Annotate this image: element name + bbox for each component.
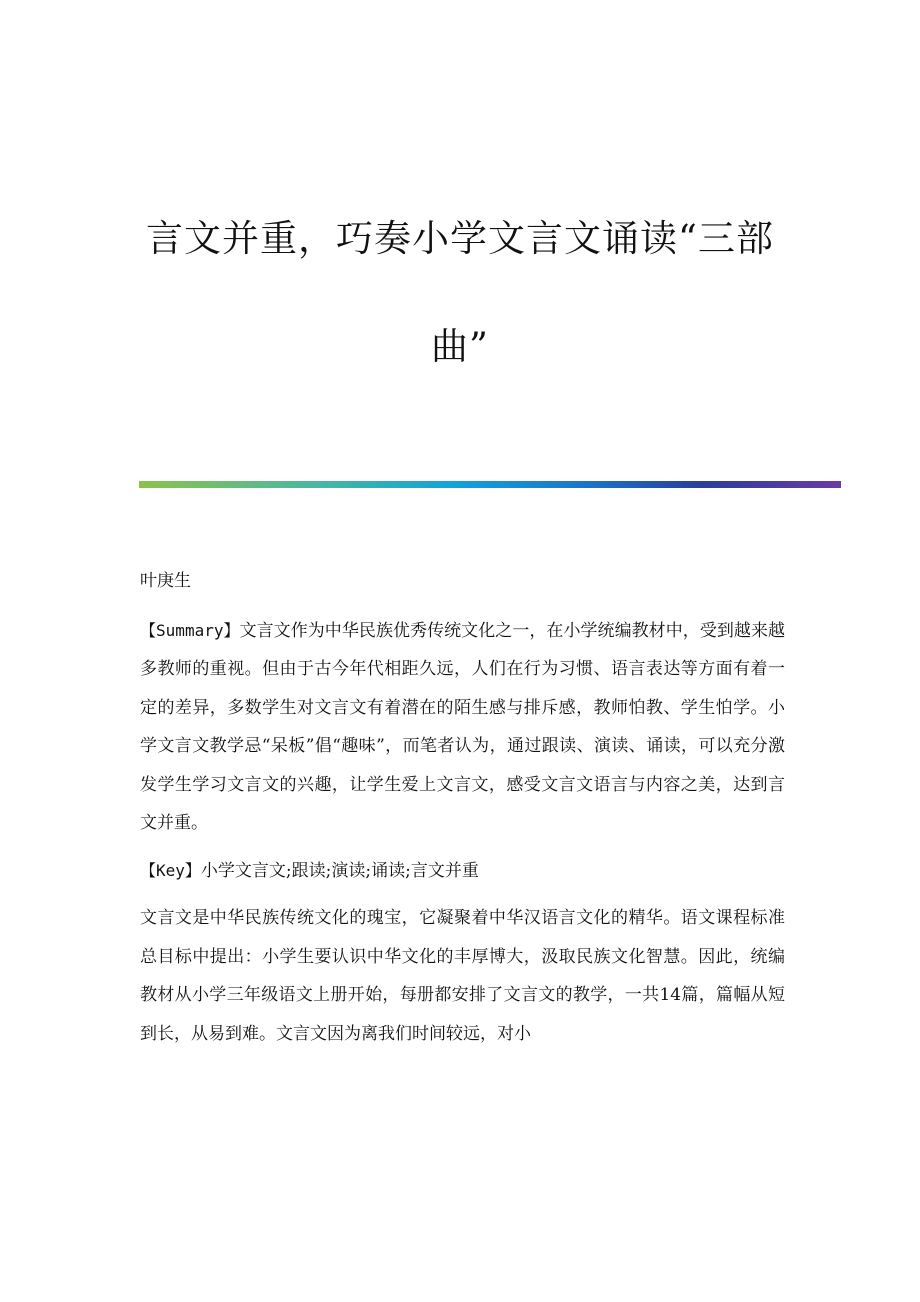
summary-text: 文言文作为中华民族优秀传统文化之一，在小学统编教材中，受到越来越多教师的重视。但由于古今年代相距久远，人们在行为习惯、语言表达等方面有着一定的差异，多数学生对文言文有着潜在的陌生感与排斥感，教师怕教、学生怕学。小学文言文教学忌“呆板”倡“趣味”，而笔者认为，通过跟读、演读、诵读，可以充分激发学生学习文言文的兴趣，让学生爱上文言文，感受文言文语言与内容之美，达到言文并重。 bbox=[140, 620, 786, 833]
summary-paragraph bbox=[140, 612, 785, 843]
document-body bbox=[140, 562, 785, 1062]
keywords-label: 【Key】 bbox=[140, 860, 201, 880]
author-name: 叶庚生 bbox=[140, 571, 191, 591]
document-title: 言文并重，巧奏小学文言文诵读“三部曲” bbox=[146, 217, 774, 368]
body-paragraph: 文言文是中华民族传统文化的瑰宝，它凝聚着中华汉语言文化的精华。语文课程标准总目标中提出：小学生要认识中华文化的丰厚博大，汲取民族文化智慧。因此，统编教材从小学三年级语文上册开始，每册都安排了文言文的教学，一共14篇，篇幅从短到长，从易到难。文言文因为离我们时间较远，对小 bbox=[140, 908, 785, 1044]
title-divider bbox=[139, 481, 841, 488]
keywords-text: 小学文言文;跟读;演读;诵读;言文并重 bbox=[200, 860, 479, 881]
summary-label: 【Summary】 bbox=[140, 620, 240, 640]
keywords-paragraph bbox=[140, 852, 785, 891]
